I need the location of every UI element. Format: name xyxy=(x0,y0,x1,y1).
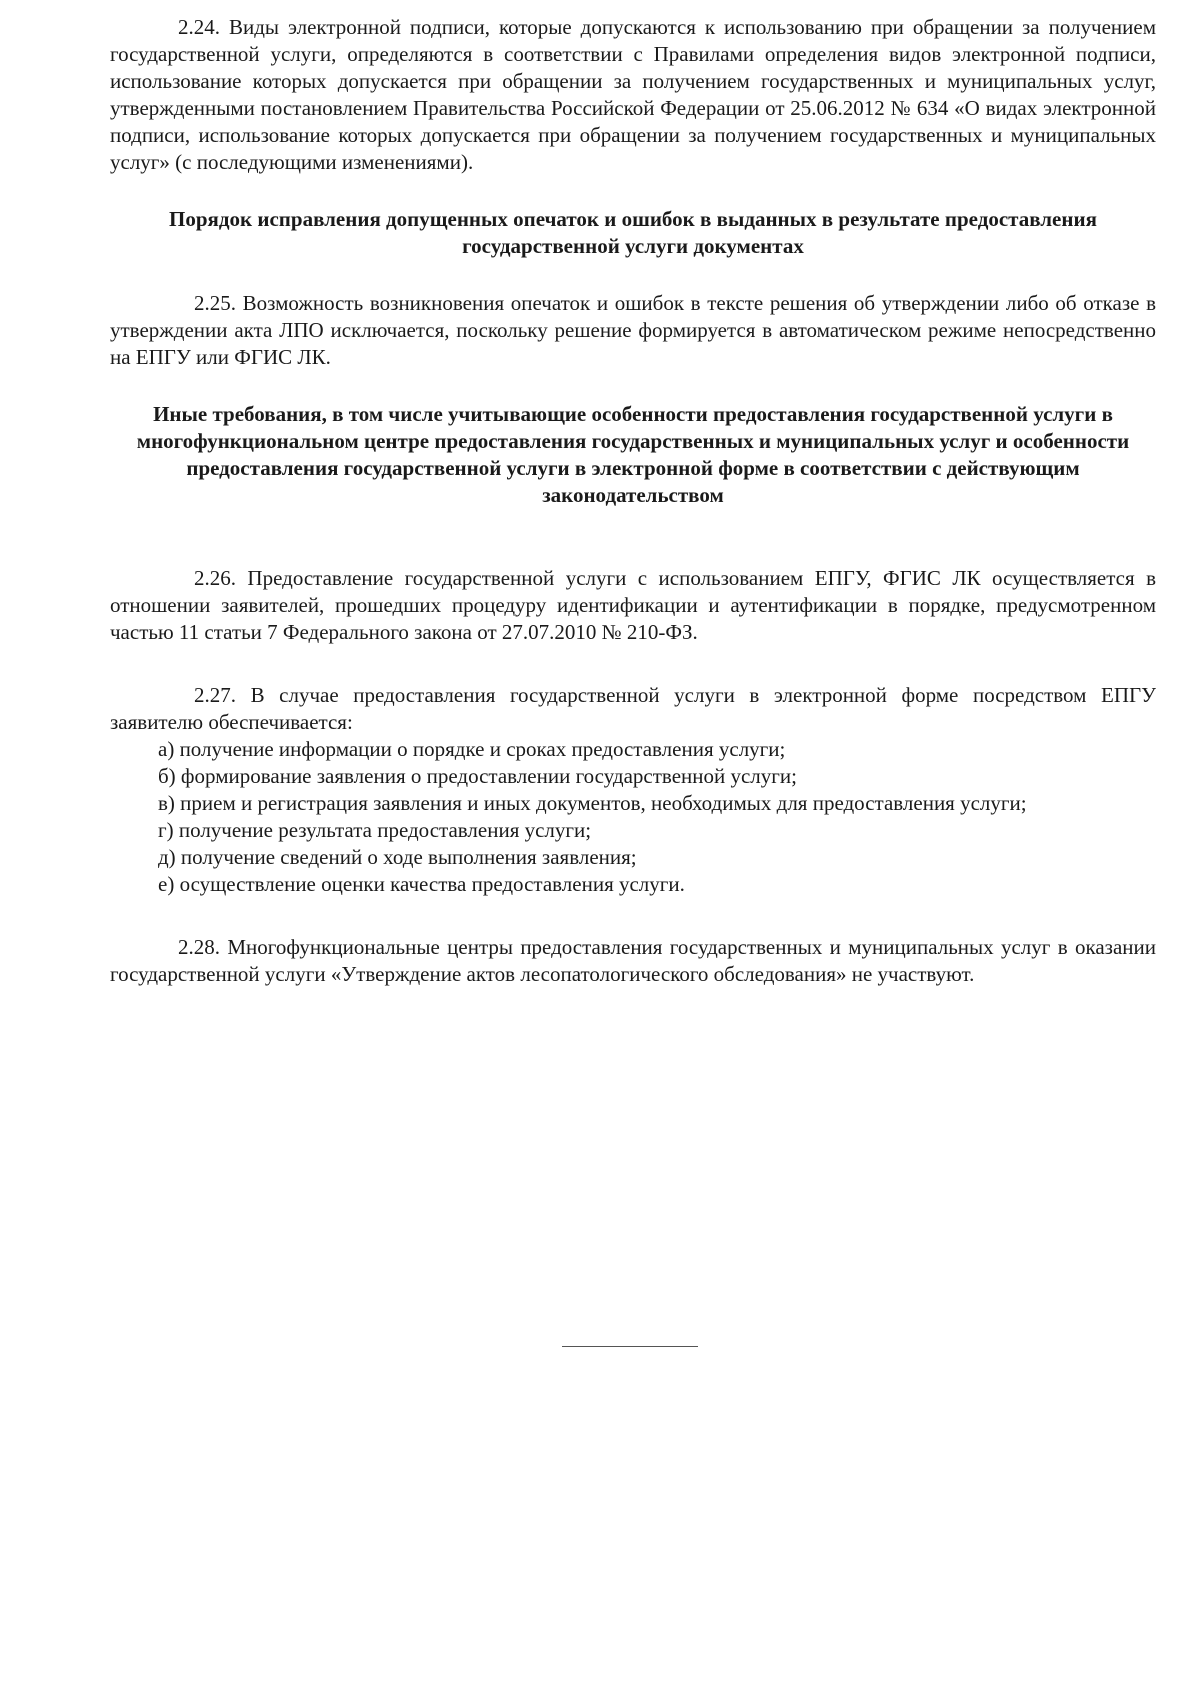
list-item-d: д) получение сведений о ходе выполнения заявления; xyxy=(158,845,637,869)
section-heading-corrections: Порядок исправления допущенных опечаток и ошибок в выданных в результате предоставления государственной услуги документах xyxy=(169,207,1097,258)
end-divider-line xyxy=(562,1346,698,1347)
paragraph-2-27: 2.27. В случае предоставления государственной услуги в электронной форме посредством ЕПГУ заявителю обеспечивается: xyxy=(110,683,1156,734)
list-item-a: а) получение информации о порядке и сроках предоставления услуги; xyxy=(158,737,786,761)
paragraph-2-28: 2.28. Многофункциональные центры предоставления государственных и муниципальных услуг в оказании государственной услуги «Утверждение актов лесопатологического обследования» не участвуют. xyxy=(110,935,1156,986)
section-heading-other-requirements: Иные требования, в том числе учитывающие особенности предоставления государственной услуги в многофункциональном центре предоставления государственных и муниципальных услуг и особенности предоставления государственной услуги в электронной форме в соответствии с действующим законодательством xyxy=(136,402,1130,507)
document-body xyxy=(110,14,1156,988)
list-item-e: е) осуществление оценки качества предоставления услуги. xyxy=(158,872,685,896)
paragraph-2-25: 2.25. Возможность возникновения опечаток и ошибок в тексте решения об утверждении либо об отказе в утверждении акта ЛПО исключается, поскольку решение формируется в автоматическом режиме непосредственно на ЕПГУ или ФГИС ЛК. xyxy=(110,291,1156,369)
paragraph-2-26: 2.26. Предоставление государственной услуги с использованием ЕПГУ, ФГИС ЛК осуществляется в отношении заявителей, прошедших процедуру идентификации и аутентификации в порядке, предусмотренном частью 11 статьи 7 Федерального закона от 27.07.2010 № 210-ФЗ. xyxy=(110,566,1156,644)
list-item-b: б) формирование заявления о предоставлении государственной услуги; xyxy=(158,764,797,788)
paragraph-2-24: 2.24. Виды электронной подписи, которые допускаются к использованию при обращении за получением государственной услуги, определяются в соответствии с Правилами определения видов электронной подписи, использование которых допускается при обращении за получением государственных и муниципальных услуг, утвержденными постановлением Правительства Российской Федерации от 25.06.2012 № 634 «О видах электронной подписи, использование которых допускается при обращении за получением государственных и муниципальных услуг» (с последующими изменениями). xyxy=(110,15,1156,174)
list-item-g: г) получение результата предоставления услуги; xyxy=(158,818,592,842)
list-item-v: в) прием и регистрация заявления и иных документов, необходимых для предоставления услуги; xyxy=(158,791,1027,815)
